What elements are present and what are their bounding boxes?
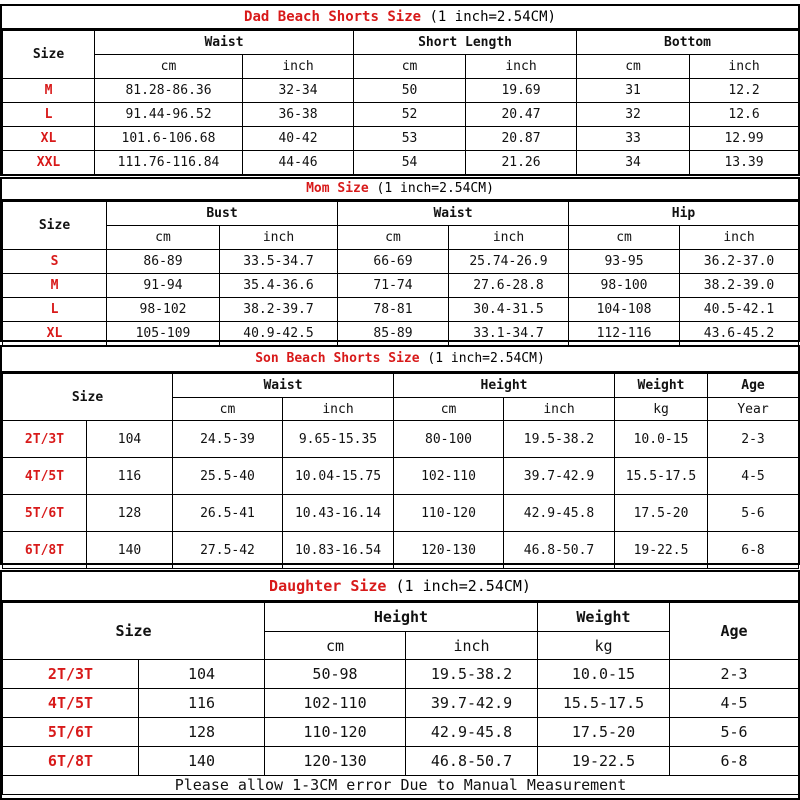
table-cell: 6-8 [670, 747, 799, 776]
mom-title-text: Mom Size [306, 181, 369, 196]
table-cell: 27.6-28.8 [449, 274, 569, 298]
table-cell: 116 [87, 458, 173, 495]
dad-title-note: (1 inch=2.54CM) [429, 9, 556, 25]
table-cell: 32 [577, 103, 690, 127]
son-unit: cm [173, 398, 283, 421]
table-cell: 5-6 [708, 495, 799, 532]
table-cell: 24.5-39 [173, 421, 283, 458]
table-cell: 42.9-45.8 [406, 718, 538, 747]
table-cell: 10.43-16.14 [283, 495, 394, 532]
size-label: 2T/3T [3, 421, 87, 458]
dad-unit: cm [95, 55, 243, 79]
table-cell: 50-98 [265, 660, 406, 689]
table-row [3, 79, 799, 103]
table-row [3, 660, 799, 689]
dad-unit: inch [243, 55, 354, 79]
table-row [3, 495, 799, 532]
table-cell: 39.7-42.9 [406, 689, 538, 718]
mom-header-bust: Bust [107, 202, 338, 226]
table-cell: 71-74 [338, 274, 449, 298]
table-cell: 2-3 [670, 660, 799, 689]
dad-unit: inch [690, 55, 799, 79]
dad-header-short-length: Short Length [354, 31, 577, 55]
table-cell: 19.69 [466, 79, 577, 103]
table-cell: 50 [354, 79, 466, 103]
table-cell: 102-110 [394, 458, 504, 495]
size-label: L [3, 103, 95, 127]
table-cell: 12.6 [690, 103, 799, 127]
table-cell: 5-6 [670, 718, 799, 747]
table-cell: 6-8 [708, 532, 799, 569]
table-cell: 120-130 [394, 532, 504, 569]
mom-unit: inch [449, 226, 569, 250]
table-cell: 54 [354, 151, 466, 175]
table-row [3, 274, 799, 298]
son-unit: inch [504, 398, 615, 421]
table-cell: 120-130 [265, 747, 406, 776]
size-label: 4T/5T [3, 689, 139, 718]
table-cell: 53 [354, 127, 466, 151]
size-label: 5T/6T [3, 495, 87, 532]
table-cell: 2-3 [708, 421, 799, 458]
table-cell: 110-120 [265, 718, 406, 747]
table-cell: 81.28-86.36 [95, 79, 243, 103]
table-row [3, 458, 799, 495]
table-cell: 34 [577, 151, 690, 175]
daughter-size-section [0, 570, 800, 800]
table-cell: 98-100 [569, 274, 680, 298]
table-cell: 128 [139, 718, 265, 747]
table-cell: 78-81 [338, 298, 449, 322]
table-cell: 40.9-42.5 [220, 322, 338, 346]
son-size-table [2, 373, 799, 569]
table-cell: 35.4-36.6 [220, 274, 338, 298]
dad-title-text: Dad Beach Shorts Size [244, 9, 422, 25]
size-label: S [3, 250, 107, 274]
table-cell: 19.5-38.2 [406, 660, 538, 689]
size-label: XL [3, 127, 95, 151]
table-row [3, 298, 799, 322]
table-cell: 31 [577, 79, 690, 103]
table-cell: 43.6-45.2 [680, 322, 799, 346]
mom-title-note: (1 inch=2.54CM) [376, 181, 494, 196]
son-title-note: (1 inch=2.54CM) [427, 351, 545, 366]
table-cell: 17.5-20 [615, 495, 708, 532]
son-header-age: Age [708, 374, 799, 398]
table-cell: 4-5 [708, 458, 799, 495]
size-label: XXL [3, 151, 95, 175]
mom-title [2, 179, 798, 201]
table-cell: 10.83-16.54 [283, 532, 394, 569]
table-cell: 20.47 [466, 103, 577, 127]
daughter-unit: kg [538, 632, 670, 660]
table-cell: 104 [139, 660, 265, 689]
son-size-section [0, 345, 800, 565]
table-cell: 91.44-96.52 [95, 103, 243, 127]
table-cell: 33 [577, 127, 690, 151]
table-cell: 27.5-42 [173, 532, 283, 569]
table-cell: 32-34 [243, 79, 354, 103]
daughter-header-weight: Weight [538, 603, 670, 632]
table-cell: 38.2-39.0 [680, 274, 799, 298]
dad-size-table [2, 30, 799, 175]
dad-size-section [0, 4, 800, 176]
son-title [2, 347, 798, 373]
table-cell: 40.5-42.1 [680, 298, 799, 322]
table-row [3, 689, 799, 718]
table-cell: 111.76-116.84 [95, 151, 243, 175]
size-label: M [3, 274, 107, 298]
table-row [3, 532, 799, 569]
size-label: 4T/5T [3, 458, 87, 495]
son-header-waist: Waist [173, 374, 394, 398]
son-unit: kg [615, 398, 708, 421]
size-label: L [3, 298, 107, 322]
table-cell: 10.0-15 [538, 660, 670, 689]
mom-unit: cm [107, 226, 220, 250]
table-cell: 26.5-41 [173, 495, 283, 532]
table-cell: 116 [139, 689, 265, 718]
size-label: 2T/3T [3, 660, 139, 689]
table-cell: 112-116 [569, 322, 680, 346]
table-cell: 86-89 [107, 250, 220, 274]
son-unit: Year [708, 398, 799, 421]
daughter-size-table [2, 602, 799, 795]
table-row [3, 718, 799, 747]
table-cell: 25.74-26.9 [449, 250, 569, 274]
table-cell: 110-120 [394, 495, 504, 532]
table-row [3, 322, 799, 346]
daughter-size-header: Size [3, 603, 265, 660]
table-cell: 80-100 [394, 421, 504, 458]
table-cell: 52 [354, 103, 466, 127]
daughter-title-text: Daughter Size [269, 577, 387, 595]
dad-unit: inch [466, 55, 577, 79]
table-cell: 101.6-106.68 [95, 127, 243, 151]
daughter-header-age: Age [670, 603, 799, 660]
table-cell: 36-38 [243, 103, 354, 127]
dad-unit: cm [577, 55, 690, 79]
mom-size-table [2, 201, 799, 346]
table-cell: 102-110 [265, 689, 406, 718]
mom-unit: cm [569, 226, 680, 250]
table-cell: 30.4-31.5 [449, 298, 569, 322]
son-header-height: Height [394, 374, 615, 398]
table-row [3, 421, 799, 458]
son-size-header: Size [3, 374, 173, 421]
table-cell: 104-108 [569, 298, 680, 322]
size-label: M [3, 79, 95, 103]
table-cell: 21.26 [466, 151, 577, 175]
table-cell: 140 [139, 747, 265, 776]
mom-size-header: Size [3, 202, 107, 250]
table-cell: 12.2 [690, 79, 799, 103]
table-cell: 98-102 [107, 298, 220, 322]
table-cell: 38.2-39.7 [220, 298, 338, 322]
mom-unit: inch [680, 226, 799, 250]
size-label: 5T/6T [3, 718, 139, 747]
table-cell: 85-89 [338, 322, 449, 346]
table-cell: 10.04-15.75 [283, 458, 394, 495]
table-cell: 42.9-45.8 [504, 495, 615, 532]
table-row [3, 151, 799, 175]
dad-header-bottom: Bottom [577, 31, 799, 55]
table-cell: 13.39 [690, 151, 799, 175]
table-cell: 128 [87, 495, 173, 532]
table-cell: 19.5-38.2 [504, 421, 615, 458]
dad-unit: cm [354, 55, 466, 79]
son-unit: cm [394, 398, 504, 421]
size-label: 6T/8T [3, 532, 87, 569]
daughter-title-note: (1 inch=2.54CM) [395, 577, 531, 595]
table-cell: 36.2-37.0 [680, 250, 799, 274]
mom-unit: inch [220, 226, 338, 250]
table-cell: 39.7-42.9 [504, 458, 615, 495]
table-cell: 9.65-15.35 [283, 421, 394, 458]
table-cell: 12.99 [690, 127, 799, 151]
dad-size-header: Size [3, 31, 95, 79]
table-cell: 20.87 [466, 127, 577, 151]
table-cell: 66-69 [338, 250, 449, 274]
mom-unit: cm [338, 226, 449, 250]
table-cell: 44-46 [243, 151, 354, 175]
mom-header-waist: Waist [338, 202, 569, 226]
son-header-weight: Weight [615, 374, 708, 398]
table-row [3, 747, 799, 776]
table-cell: 40-42 [243, 127, 354, 151]
table-cell: 17.5-20 [538, 718, 670, 747]
dad-header-waist: Waist [95, 31, 354, 55]
table-cell: 19-22.5 [615, 532, 708, 569]
mom-header-hip: Hip [569, 202, 799, 226]
size-label: XL [3, 322, 107, 346]
table-cell: 4-5 [670, 689, 799, 718]
table-row [3, 250, 799, 274]
daughter-unit: inch [406, 632, 538, 660]
table-cell: 105-109 [107, 322, 220, 346]
son-title-text: Son Beach Shorts Size [255, 351, 420, 366]
table-cell: 46.8-50.7 [406, 747, 538, 776]
daughter-header-height: Height [265, 603, 538, 632]
table-cell: 33.5-34.7 [220, 250, 338, 274]
table-cell: 93-95 [569, 250, 680, 274]
measurement-error-note: Please allow 1-3CM error Due to Manual Measurement [3, 776, 799, 795]
dad-title [2, 6, 798, 30]
mom-size-section [0, 177, 800, 342]
table-cell: 46.8-50.7 [504, 532, 615, 569]
table-cell: 104 [87, 421, 173, 458]
daughter-unit: cm [265, 632, 406, 660]
table-cell: 25.5-40 [173, 458, 283, 495]
table-cell: 91-94 [107, 274, 220, 298]
size-label: 6T/8T [3, 747, 139, 776]
table-cell: 140 [87, 532, 173, 569]
table-cell: 15.5-17.5 [615, 458, 708, 495]
table-cell: 33.1-34.7 [449, 322, 569, 346]
son-unit: inch [283, 398, 394, 421]
table-row [3, 103, 799, 127]
table-cell: 15.5-17.5 [538, 689, 670, 718]
daughter-title [2, 572, 798, 602]
table-cell: 19-22.5 [538, 747, 670, 776]
table-cell: 10.0-15 [615, 421, 708, 458]
table-row [3, 127, 799, 151]
